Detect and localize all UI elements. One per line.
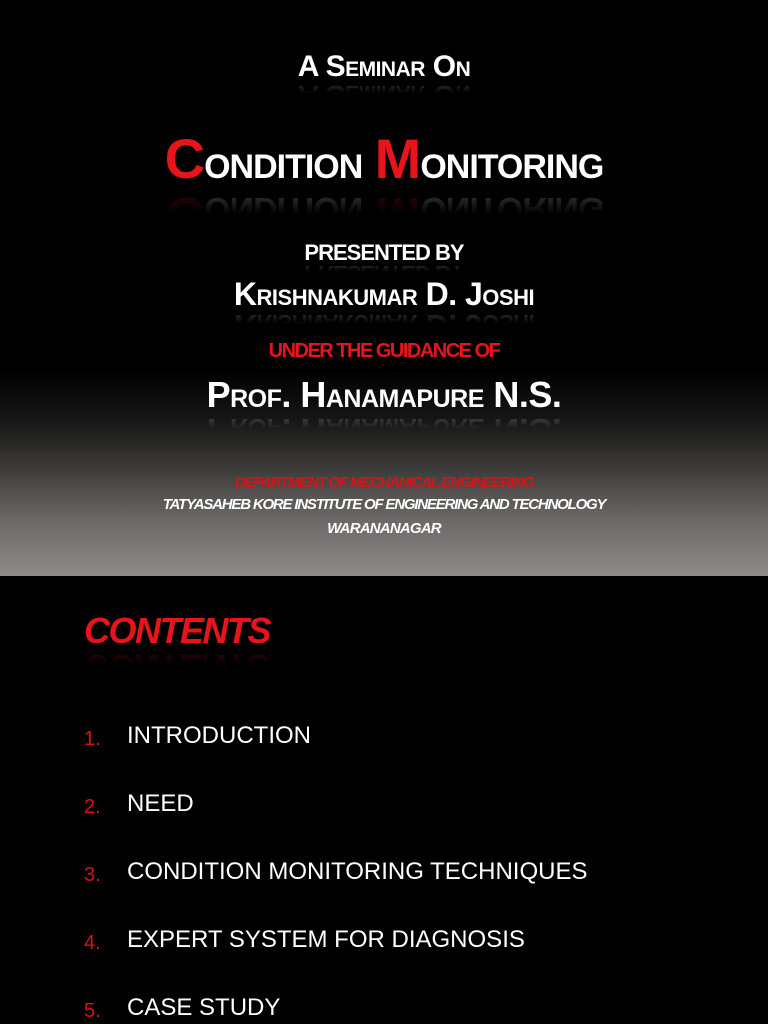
list-item-label: CASE STUDY bbox=[127, 994, 281, 1021]
guide-name: Prof. Hanamapure N.S. bbox=[206, 374, 562, 415]
title-initial-c: C bbox=[164, 127, 205, 190]
department-name: DEPARTMENT OF MECHANICAL ENGINEERING bbox=[234, 474, 534, 491]
list-item bbox=[0, 858, 700, 898]
list-item-label: CONDITION MONITORING TECHNIQUES bbox=[127, 858, 588, 885]
list-item-number: 5. bbox=[84, 1000, 101, 1022]
list-item bbox=[0, 994, 700, 1024]
title-word-2: onitoring bbox=[420, 136, 604, 189]
list-item-label: NEED bbox=[127, 790, 194, 817]
presentation-title bbox=[0, 126, 768, 191]
list-item-number: 4. bbox=[84, 932, 101, 954]
presented-by-label: PRESENTED BY bbox=[304, 240, 464, 265]
list-item-label: INTRODUCTION bbox=[127, 722, 311, 749]
presenter-name: Krishnakumar D. Joshi bbox=[233, 276, 535, 312]
guidance-label: UNDER THE GUIDANCE OF bbox=[268, 340, 500, 362]
list-item-number: 3. bbox=[84, 864, 101, 886]
contents-heading: CONTENTS bbox=[84, 610, 270, 651]
contents-slide bbox=[0, 576, 768, 1024]
title-initial-m: M bbox=[374, 127, 421, 190]
list-item bbox=[0, 926, 700, 966]
seminar-heading: A Seminar On bbox=[297, 50, 471, 83]
institute-name: TATYASAHEB KORE INSTITUTE OF ENGINEERING AND TECHNOLOGY bbox=[162, 496, 606, 513]
list-item bbox=[0, 790, 700, 830]
institute-location: WARANANAGAR bbox=[327, 520, 441, 537]
list-item-label: EXPERT SYSTEM FOR DIAGNOSIS bbox=[127, 926, 525, 953]
list-item bbox=[0, 722, 700, 762]
list-item-number: 2. bbox=[84, 796, 101, 818]
title-word-1: ondition bbox=[204, 136, 375, 189]
list-item-number: 1. bbox=[84, 728, 101, 750]
